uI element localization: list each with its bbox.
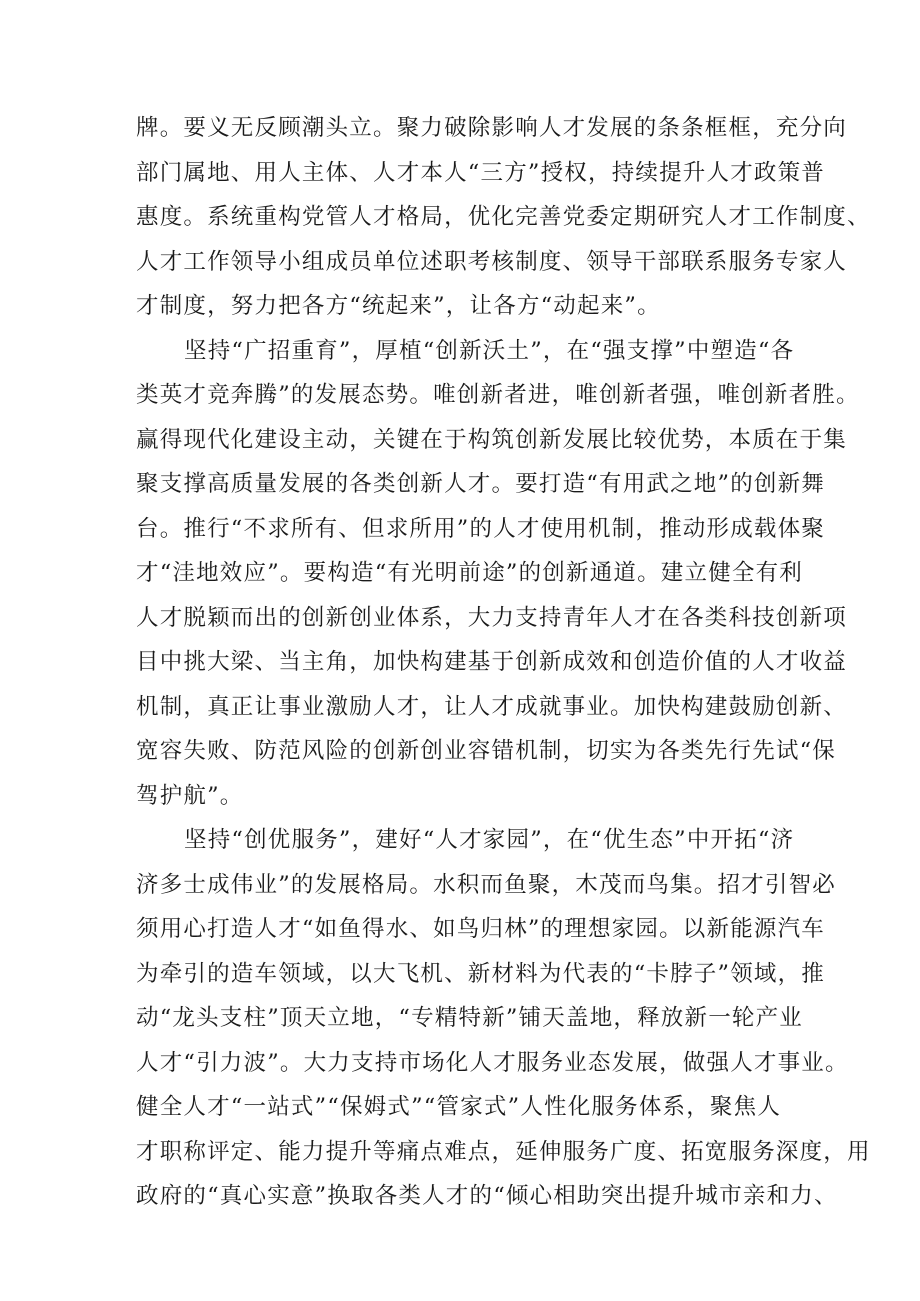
text-line: 济多士成伟业”的发展格局。水积而鱼聚，木茂而鸟集。招才引智必: [136, 872, 837, 898]
text-line: 坚持“广招重育”，厚植“创新沃土”，在“强支撑”中塑造“各: [184, 338, 795, 364]
text-line: 赢得现代化建设主动，关键在于构筑创新发展比较优势，本质在于集: [136, 427, 848, 453]
text-line: 人才“引力波”。大力支持市场化人才服务业态发展，做强人才事业。: [136, 1050, 849, 1076]
text-line: 坚持“创优服务”，建好“人才家园”，在“优生态”中开拓“济: [184, 827, 795, 853]
text-line: 宽容失败、防范风险的创新创业容错机制，切实为各类先行先试“保: [136, 738, 837, 764]
text-line: 政府的“真心实意”换取各类人才的“倾心相助突出提升城市亲和力、: [136, 1183, 838, 1209]
text-line: 人才工作领导小组成员单位述职考核制度、领导干部联系服务专家人: [136, 249, 848, 275]
text-line: 才“洼地效应”。要构造“有光明前途”的创新通道。建立健全有利: [136, 560, 804, 586]
text-line: 才制度，努力把各方“统起来”，让各方“动起来”。: [136, 293, 661, 319]
text-line: 惠度。系统重构党管人才格局，优化完善党委定期研究人才工作制度、: [136, 204, 871, 230]
text-line: 台。推行“不求所有、但求所用”的人才使用机制，推动形成载体聚: [136, 516, 826, 542]
text-line: 部门属地、用人主体、人才本人“三方”授权，持续提升人才政策普: [136, 160, 826, 186]
text-line: 健全人才“一站式”“保姆式”“管家式”人性化服务体系，聚焦人: [136, 1094, 782, 1120]
text-line: 聚支撑高质量发展的各类创新人才。要打造“有用武之地”的创新舞: [136, 471, 826, 497]
text-line: 驾护航”。: [136, 783, 244, 809]
text-line: 人才脱颖而出的创新创业体系，大力支持青年人才在各类科技创新项: [136, 605, 848, 631]
text-line: 类英才竞奔腾”的发展态势。唯创新者进，唯创新者强，唯创新者胜。: [136, 382, 860, 408]
text-line: 才职称评定、能力提升等痛点难点，延伸服务广度、拓宽服务深度，用: [136, 1139, 871, 1165]
text-line: 牌。要义无反顾潮头立。聚力破除影响人才发展的条条框框，充分向: [136, 115, 848, 141]
text-line: 目中挑大梁、当主角，加快构建基于创新成效和创造价值的人才收益: [136, 649, 848, 675]
text-line: 为牵引的造车领域，以大飞机、新材料为代表的“卡脖子”领域，推: [136, 961, 826, 987]
text-line: 须用心打造人才“如鱼得水、如鸟归林”的理想家园。以新能源汽车: [136, 916, 826, 942]
text-line: 机制，真正让事业激励人才，让人才成就事业。加快构建鼓励创新、: [136, 694, 848, 720]
text-line: 动“龙头支柱”顶天立地，“专精特新”铺天盖地，释放新一轮产业: [136, 1005, 804, 1031]
